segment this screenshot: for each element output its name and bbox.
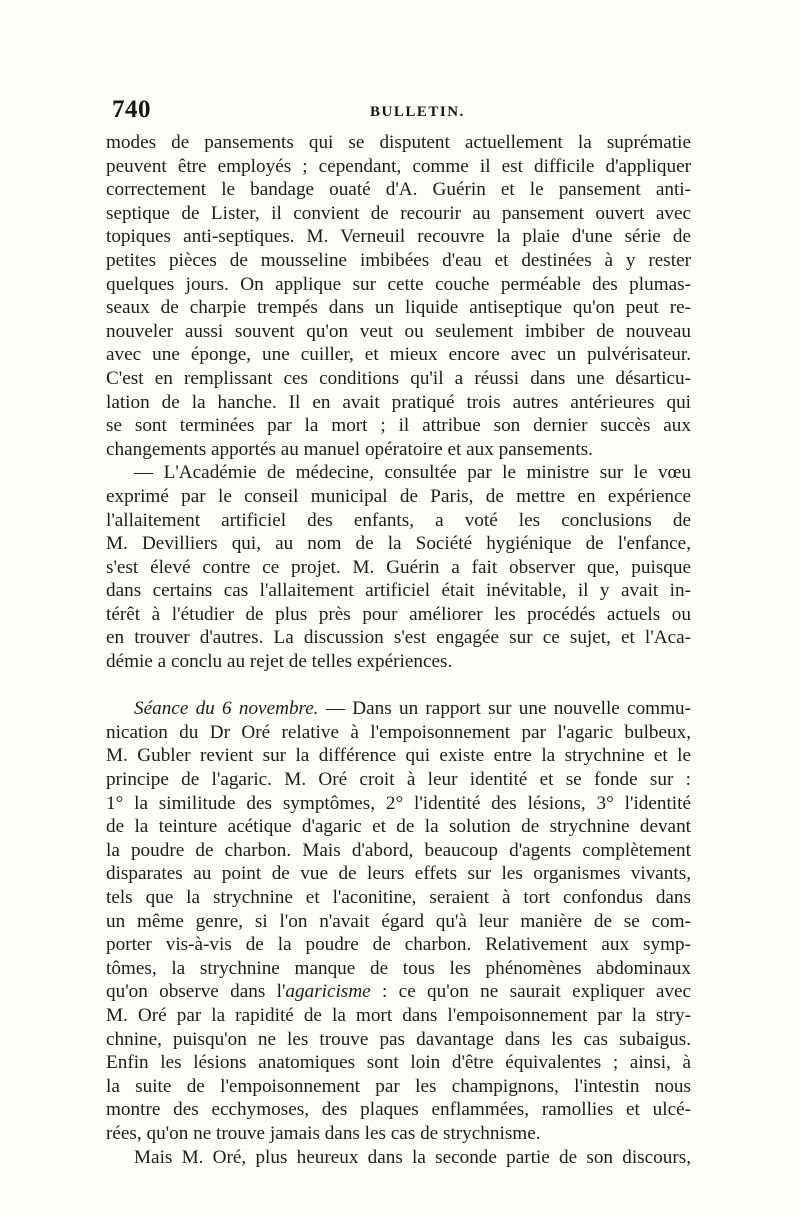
text-line: 1° la similitude des symptômes, 2° l'identité des lésions, 3° l'identité: [106, 792, 691, 814]
text-line: modes de pansements qui se disputent actuellement la suprématie: [106, 132, 691, 153]
text-line: septique de Lister, il convient de recourir au pansement ouvert avec: [106, 202, 691, 224]
text-line: [106, 980, 691, 1004]
text-line: changements apportés au manuel opératoire et aux pansements.: [106, 438, 593, 460]
text-fragment: — Dans un rapport sur une nouvelle commu-: [318, 698, 691, 720]
text-line: M. Devilliers qui, au nom de la Société hygiénique de l'enfance,: [106, 533, 691, 555]
text-line: lation de la hanche. Il en avait pratiqué trois autres antérieures qui: [106, 391, 691, 413]
text-line: C'est en remplissant ces conditions qu'il a réussi dans une désarticu-: [106, 367, 691, 389]
text-line: térêt à l'étudier de plus près pour améliorer les procédés actuels ou: [106, 603, 691, 625]
running-head: BULLETIN.: [370, 104, 465, 120]
text-line: M. Oré par la rapidité de la mort dans l'empoisonnement par la stry-: [106, 1004, 691, 1026]
text-line: dans certains cas l'allaitement artificiel était inévitable, il y avait in-: [106, 580, 691, 602]
text-line: peuvent être employés ; cependant, comme il est difficile d'appliquer: [106, 155, 691, 177]
text-line: démie a conclu au rejet de telles expériences.: [106, 651, 453, 673]
text-line: la poudre de charbon. Mais d'abord, beaucoup d'agents complètement: [106, 839, 691, 861]
text-line: de la teinture acétique d'agaric et de la solution de strychnine devant: [106, 816, 691, 838]
page-header: [112, 96, 692, 130]
text-line: se sont terminées par la mort ; il attribue son dernier succès aux: [106, 415, 691, 437]
text-line: chnine, puisqu'on ne les trouve pas davantage dans les cas subaigus.: [106, 1028, 691, 1050]
text-line: avec une éponge, une cuiller, et mieux encore avec un pulvérisateur.: [106, 344, 691, 366]
text-line: l'allaitement artificiel des enfants, a voté les conclusions de: [106, 509, 691, 531]
text-fragment: qu'on observe dans l': [106, 981, 286, 1003]
text-line: topiques anti-septiques. M. Verneuil recouvre la plaie d'une série de: [106, 226, 691, 248]
text-line: — L'Académie de médecine, consultée par le ministre sur le vœu: [134, 462, 691, 484]
paragraph-pansements: [106, 131, 691, 461]
page-number: 740: [112, 96, 151, 123]
text-line: disparates au point de vue de leurs effets sur les organismes vivants,: [106, 863, 691, 885]
text-line: quelques jours. On applique sur cette couche perméable des plumas-: [106, 273, 691, 295]
text-line: nication du Dr Oré relative à l'empoisonnement par l'agaric bulbeux,: [106, 721, 691, 743]
paragraph-conclusion: [106, 1146, 691, 1170]
paragraph-gap: [106, 674, 691, 698]
text-line: [106, 697, 691, 721]
text-line: Mais M. Oré, plus heureux dans la seconde partie de son discours,: [134, 1146, 691, 1168]
body-text: [106, 131, 691, 1169]
text-line: correctement le bandage ouaté d'A. Guérin et le pansement anti-: [106, 179, 691, 201]
text-line: Enfin les lésions anatomiques sont loin d'être équivalentes ; ainsi, à: [106, 1052, 691, 1074]
text-line: principe de l'agaric. M. Oré croit à leur identité et se fonde sur :: [106, 769, 691, 791]
text-line: porter vis-à-vis de la poudre de charbon. Relativement aux symp-: [106, 934, 691, 956]
text-line: en trouver d'autres. La discussion s'est engagée sur ce sujet, et l'Aca-: [106, 627, 691, 649]
paragraph-academie: [106, 461, 691, 673]
text-line: rées, qu'on ne trouve jamais dans les cas de strychnisme.: [106, 1122, 541, 1144]
text-line: exprimé par le conseil municipal de Paris, de mettre en expérience: [106, 485, 691, 507]
session-label: Séance du 6 novembre.: [134, 698, 319, 720]
text-line: un même genre, si l'on n'avait égard qu'à leur manière de se com-: [106, 910, 691, 932]
text-line: tômes, la strychnine manque de tous les phénomènes abdominaux: [106, 957, 691, 979]
paragraph-seance: [106, 697, 691, 1145]
text-line: nouveler aussi souvent qu'on veut ou seulement imbiber de nouveau: [106, 320, 691, 342]
text-fragment: : ce qu'on ne saurait expliquer avec: [370, 981, 691, 1003]
text-line: tels que la strychnine et l'aconitine, seraient à tort confondus dans: [106, 887, 691, 908]
text-line: s'est élevé contre ce projet. M. Guérin a fait observer que, puisque: [106, 556, 691, 578]
text-line: petites pièces de mousseline imbibées d'eau et destinées à y rester: [106, 249, 691, 271]
text-line: la suite de l'empoisonnement par les champignons, l'intestin nous: [106, 1075, 691, 1097]
text-line: seaux de charpie trempés dans un liquide antiseptique qu'on peut re-: [106, 297, 691, 319]
text-line: M. Gubler revient sur la différence qui existe entre la strychnine et le: [106, 745, 691, 767]
text-line: montre des ecchymoses, des plaques enflammées, ramollies et ulcé-: [106, 1099, 691, 1121]
italic-term: agaricisme: [285, 981, 371, 1003]
